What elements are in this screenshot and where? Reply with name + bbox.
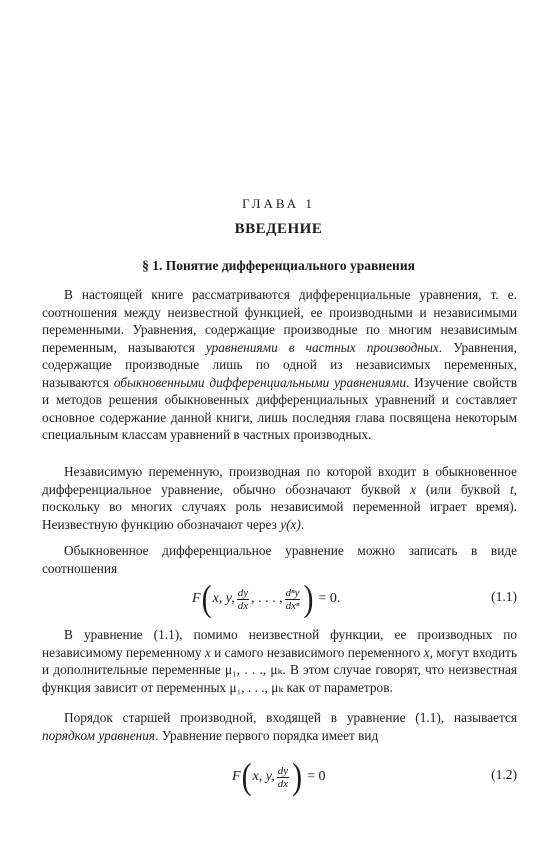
text-run: . Изучение свойств и методов решения обыкновенных дифференциальных уравнений и составляет основное содержание данной книги, лишь последняя глава посвящена некоторым специальным классам уравнений в частных производных. [42, 374, 517, 442]
equation-rhs: = 0 [307, 769, 326, 784]
term-equation-order: порядком уравнения [42, 727, 156, 743]
term-ordinary-equations: обыкновенными дифференциальными уравнениями [113, 374, 407, 390]
text-run: В настоящей книге рассматриваются дифференциальные уравнения, т. е. соотношения между неизвестной функцией, ее производными и независимыми переменными. Уравнения, содержащие производные по многим независимым переменным, называются [42, 287, 517, 355]
left-paren: ( [241, 755, 252, 797]
text-run: Независимую переменную, производная по которой входит в обыкновенное дифференциальное уравнение, обычно обозначают буквой [42, 464, 517, 497]
fraction-dy-dx [237, 587, 249, 612]
ellipsis: , . . . , [251, 591, 283, 606]
text-run: и самого независимого переменного [210, 644, 424, 660]
paragraph-equation-form: Обыкновенное дифференциальное уравнение можно записать в виде соотношения [42, 543, 517, 576]
math-x: x [204, 644, 211, 660]
fraction-numerator: dy [277, 764, 289, 777]
paragraph-variables [42, 463, 517, 533]
equation-1-2 [42, 755, 517, 799]
equation-number: (1.2) [491, 767, 517, 782]
equation-1-1 [42, 577, 517, 621]
fraction-denominator: dx [277, 777, 289, 790]
text-run: . Уравнение первого порядка имеет вид [155, 727, 379, 743]
text-run: Порядок старшей производной, входящей в уравнение (1.1), называется [64, 710, 517, 725]
text-run: , поскольку во многих случаях роль независимой переменной играет время). Неизвестную функцию обозначают через [42, 481, 517, 532]
fraction-numerator: dy [237, 586, 249, 599]
term-partial-equations: уравнениями в частных производных [205, 339, 439, 355]
paragraph-intro [42, 286, 517, 444]
chapter-heading: ГЛАВА 1 [242, 196, 315, 211]
equation-rhs: = 0. [318, 591, 341, 606]
math-yx: y(x) [280, 516, 301, 532]
function-symbol: F [232, 769, 241, 784]
paragraph-order [42, 709, 517, 744]
function-symbol: F [192, 591, 201, 606]
right-paren: ) [303, 577, 314, 619]
left-paren: ( [201, 577, 212, 619]
math-x: x [410, 481, 417, 497]
fraction-denominator: dxⁿ [285, 599, 300, 612]
text-run: , могут входить и дополнительные переменные μ₁, . . ., μₖ. В этом случае говорят, что неизвестная функция зависит от переменных μ₁, . . ., μₖ как от параметров. [42, 644, 518, 695]
fraction-numerator: dⁿy [285, 586, 300, 599]
section-heading: § 1. Понятие дифференциального уравнения [142, 258, 415, 273]
fraction-dy-dx [277, 765, 289, 790]
text-run: . Уравнения, содержащие производные лишь по одной из независимых переменных, называются [42, 339, 517, 390]
text-run: . [300, 516, 305, 532]
text-run: (или буквой [416, 481, 510, 497]
equation-args: x, y, [212, 591, 235, 606]
chapter-title: ВВЕДЕНИЕ [234, 221, 323, 237]
right-paren: ) [292, 755, 303, 797]
fraction-denominator: dx [237, 599, 249, 612]
equation-number: (1.1) [491, 589, 517, 604]
math-t: t [509, 481, 514, 497]
math-x: x [423, 644, 430, 660]
fraction-dny-dxn [285, 587, 301, 612]
equation-args: x, y, [252, 769, 275, 784]
paragraph-parameters [42, 626, 517, 696]
text-run: В уравнение (1.1), помимо неизвестной функции, ее производных по независимому переменному [42, 627, 517, 660]
